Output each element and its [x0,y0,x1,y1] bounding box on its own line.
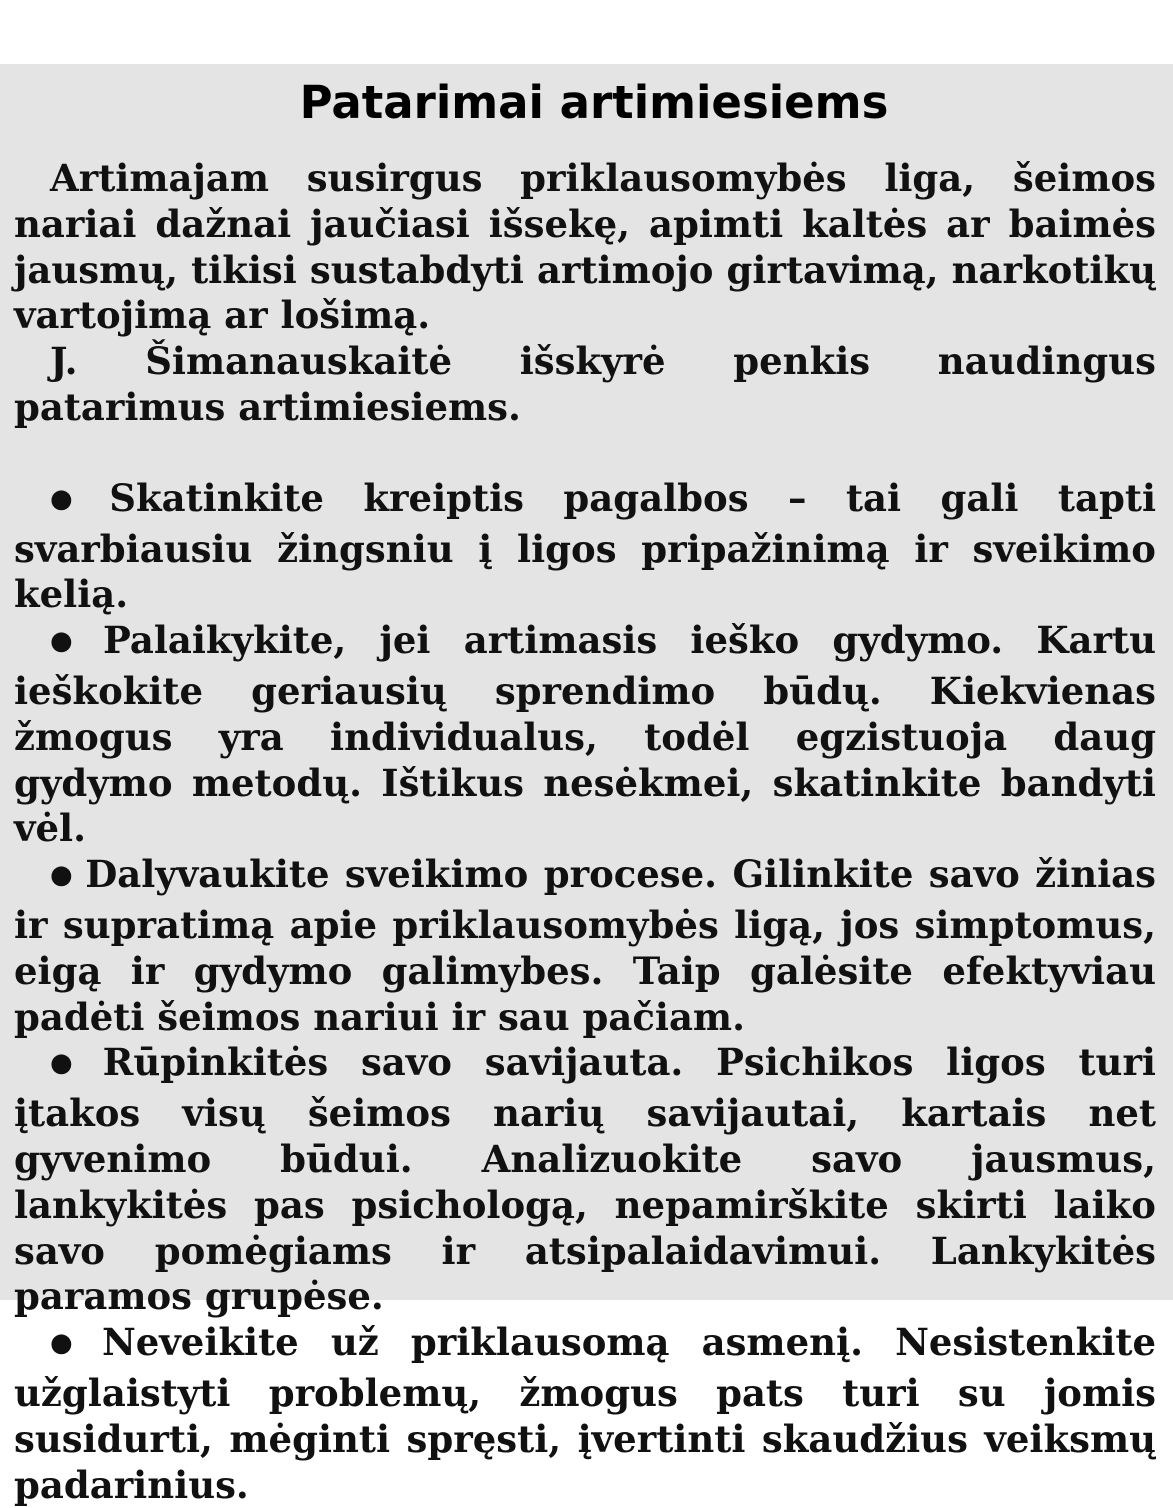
tip-text: Dalyvaukite sveikimo procese. Gilinkite savo žinias ir supratimą apie priklausomybės ligą, jos simptomus, eigą ir gydymo galimybes. Taip galėsite efektyviau padėti šeimos nariui ir sau pačiam. [14,852,1156,1039]
tip-item [14,476,1156,618]
advice-box [0,64,1173,1507]
paragraph-gap [14,431,1156,476]
tip-text: Neveikite už priklausomą asmenį. Nesistenkite užglaistyti problemų, žmogus pats turi su jomis susidurti, mėginti spręsti, įvertinti skaudžius veiksmų padarinius. [14,1320,1157,1507]
article-title: Patarimai artimiesiems [299,76,889,129]
article-body [14,156,1156,1508]
tip-text: Rūpinkitės savo savijauta. Psichikos ligos turi įtakos visų šeimos narių savijautai, kartais net gyvenimo būdui. Analizuokite savo jausmus, lankykitės pas psichologą, nepamirškite skirti laiko savo pomėgiams ir atsipalaidavimui. Lankykitės paramos grupėse. [14,1040,1156,1319]
intro-paragraph: Artimajam susirgus priklausomybės liga, šeimos nariai dažnai jaučiasi išsekę, apimti kaltės ar baimės jausmų, tikisi sustabdyti artimojo girtavimą, narkotikų vartojimą ar lošimą. [14,156,1156,338]
tip-item [14,1040,1156,1320]
tip-item [14,618,1156,852]
tip-text: Skatinkite kreiptis pagalbos – tai gali tapti svarbiausiu žingsniu į ligos pripažinimą ir sveikimo kelią. [14,475,1157,617]
tip-text: Palaikykite, jei artimasis ieško gydymo. Kartu ieškokite geriausių sprendimo būdų. Kiekvienas žmogus yra individualus, todėl egzistuoja daug gydymo metodų. Ištikus nesėkmei, skatinkite bandyti vėl. [14,618,1157,851]
intro-paragraph: J. Šimanauskaitė išskyrė penkis naudingus patarimus artimiesiems. [14,339,1156,429]
tip-item [14,1320,1156,1508]
tip-item [14,852,1156,1040]
